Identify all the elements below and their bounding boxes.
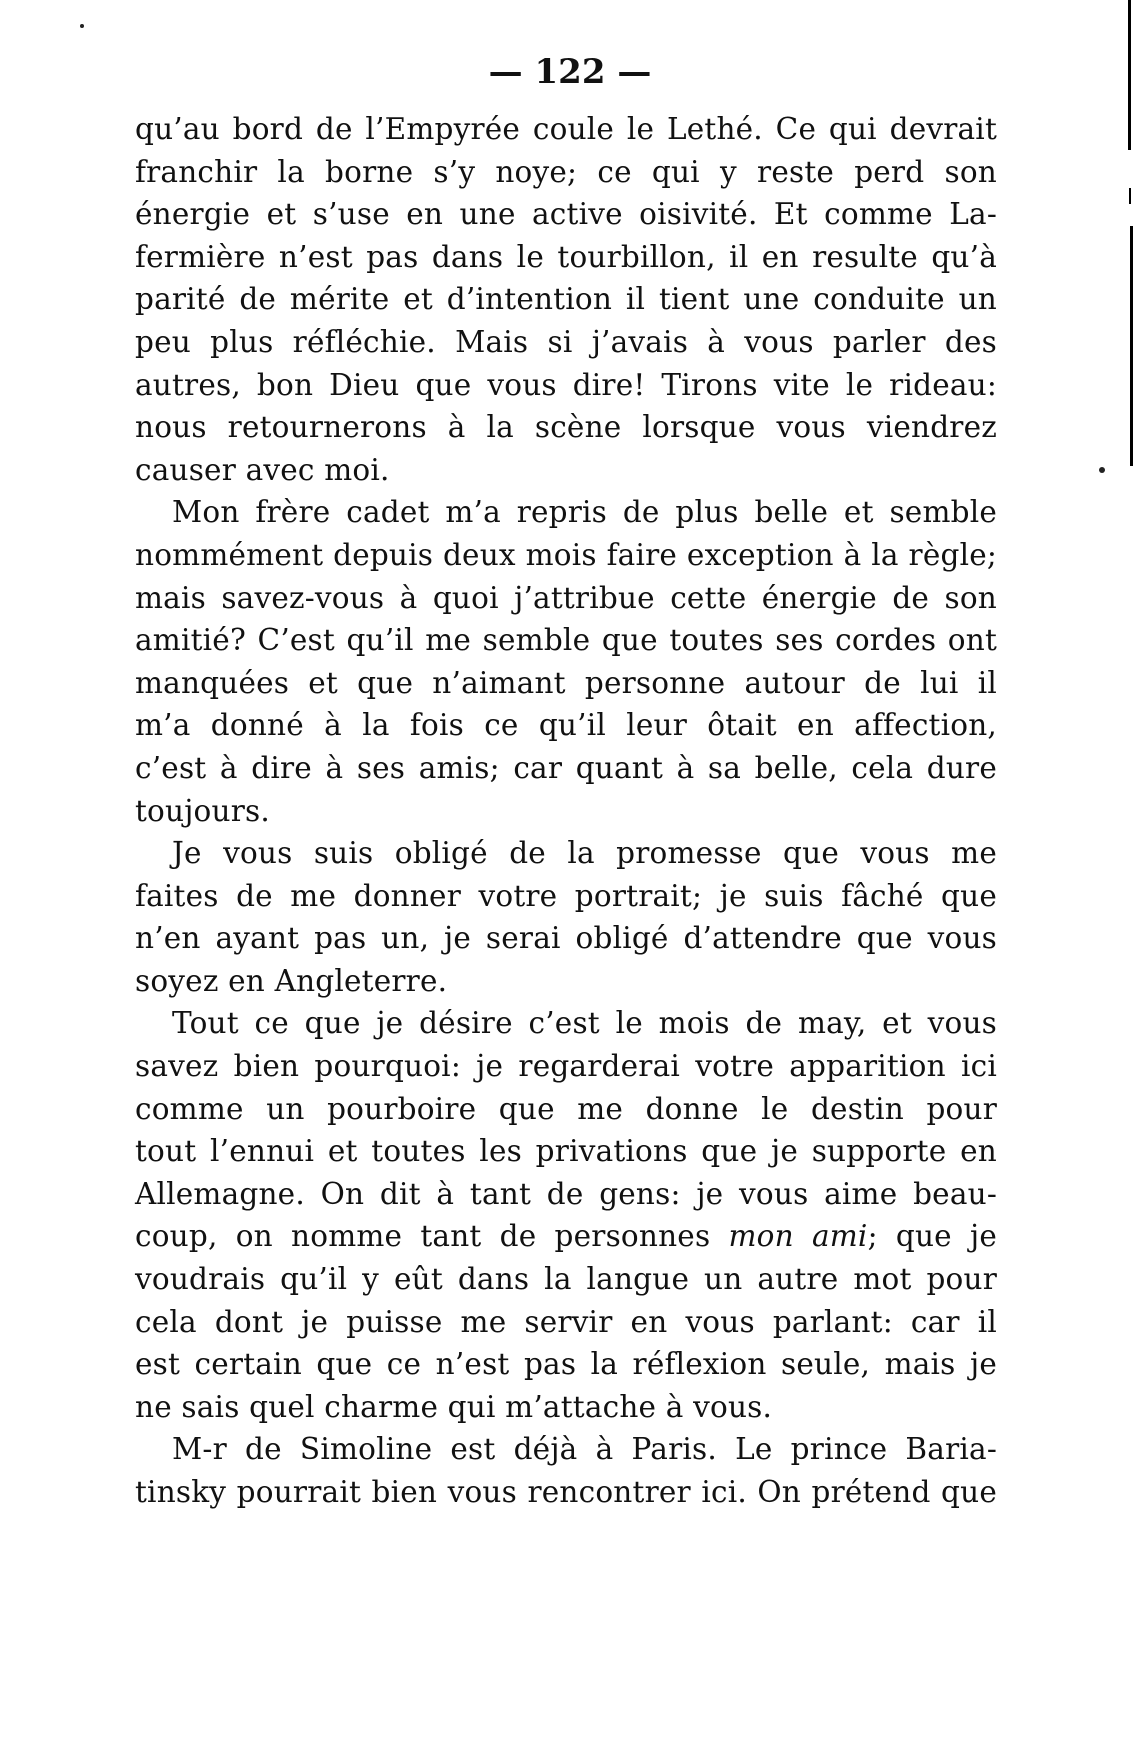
- text-line: autres, bon Dieu que vous dire! Tirons vite le rideau:: [135, 367, 997, 402]
- text-line-mixed: [135, 1215, 997, 1258]
- text-line: m’a donné à la fois ce qu’il leur ôtait en affection,: [135, 708, 997, 743]
- text-line: n’en ayant pas un, je serai obligé d’attendre que vous: [135, 921, 997, 956]
- text-line: ne sais quel charme qui m’attache à vous.: [135, 1389, 773, 1424]
- text-line: tout l’ennui et toutes les privations que je supporte en: [135, 1134, 997, 1169]
- text-line: franchir la borne s’y noye; ce qui y reste perd son: [135, 154, 997, 189]
- text-line: tinsky pourrait bien vous rencontrer ici. On prétend que: [135, 1475, 997, 1509]
- text-line: c’est à dire à ses amis; car quant à sa belle, cela dure: [135, 750, 997, 785]
- speck-mark: [1099, 467, 1105, 473]
- text-line: comme un pourboire que me donne le destin pour: [135, 1091, 997, 1126]
- scan-edge-line: [1128, 0, 1131, 150]
- text-segment: ; que je: [867, 1219, 997, 1254]
- text-line: Allemagne. On dit à tant de gens: je vous aime beau-: [135, 1176, 997, 1211]
- text-line: amitié? C’est qu’il me semble que toutes ses cordes ont: [135, 623, 997, 658]
- text-line: fermière n’est pas dans le tourbillon, il en resulte qu’à: [135, 239, 997, 274]
- page-number: — 122 —: [488, 52, 652, 92]
- text-line: toujours.: [135, 793, 270, 828]
- text-line: cela dont je puisse me servir en vous parlant: car il: [135, 1304, 997, 1339]
- scan-edge-line: [1130, 226, 1133, 466]
- text-line: manquées et que n’aimant personne autour de lui il: [135, 665, 997, 700]
- text-line: Tout ce que je désire c’est le mois de may, et vous: [172, 1006, 997, 1041]
- text-line: mais savez-vous à quoi j’attribue cette énergie de son: [135, 580, 997, 615]
- text-line: soyez en Angleterre.: [135, 963, 448, 998]
- text-line: voudrais qu’il y eût dans la langue un autre mot pour: [135, 1262, 997, 1297]
- text-line: qu’au bord de l’Empyrée coule le Lethé. Ce qui devrait: [135, 112, 997, 146]
- scan-edge-line: [1129, 188, 1131, 204]
- text-line: M-r de Simoline est déjà à Paris. Le prince Baria-: [172, 1432, 997, 1467]
- text-line: causer avec moi.: [135, 452, 390, 487]
- text-body: [135, 108, 997, 1514]
- text-line: nous retournerons à la scène lorsque vous viendrez: [135, 410, 997, 445]
- text-line: parité de mérite et d’intention il tient une conduite un: [135, 282, 997, 317]
- text-line: est certain que ce n’est pas la réflexion seule, mais je: [135, 1347, 997, 1382]
- text-line: Je vous suis obligé de la promesse que vous me: [172, 836, 997, 871]
- text-line: peu plus réfléchie. Mais si j’avais à vous parler des: [135, 324, 997, 359]
- text-line: savez bien pourquoi: je regarderai votre apparition ici: [135, 1049, 997, 1084]
- text-line: faites de me donner votre portrait; je suis fâché que: [135, 878, 997, 913]
- text-line: énergie et s’use en une active oisivité. Et comme La-: [135, 197, 997, 232]
- speck-mark: [80, 24, 84, 28]
- text-segment: coup, on nomme tant de personnes: [135, 1219, 711, 1254]
- italic-phrase: mon ami: [728, 1219, 868, 1254]
- text-line: Mon frère cadet m’a repris de plus belle et semble: [172, 495, 997, 530]
- text-line: nommément depuis deux mois faire exception à la règle;: [135, 537, 997, 572]
